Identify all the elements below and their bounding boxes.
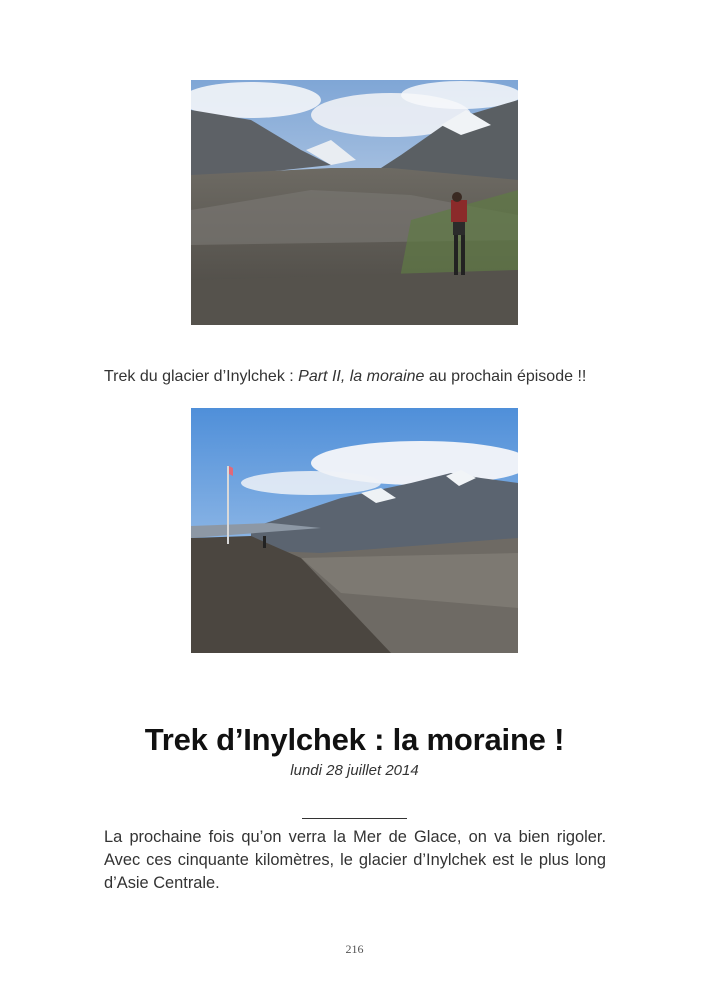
article-body: La prochaine fois qu’on verra la Mer de Glace, on va bien rigoler. Avec ces cinquante kilomètres, le glacier d’Inylchek est le plus long d’Asie Centrale. — [104, 828, 606, 892]
caption-suffix: au prochain épisode !! — [424, 368, 587, 385]
photo-caption — [104, 368, 624, 386]
photo-glacier-hiker — [191, 80, 518, 325]
page-number: 216 — [345, 942, 364, 956]
article-title: Trek d’Inylchek : la moraine ! — [144, 722, 565, 757]
caption-italic: Part II, la moraine — [298, 368, 425, 385]
separator-line — [302, 818, 407, 819]
article-date: lundi 28 juillet 2014 — [290, 762, 419, 779]
photo-glacier-panorama — [191, 408, 518, 653]
caption-prefix: Trek du glacier d’Inylchek : — [104, 368, 299, 385]
